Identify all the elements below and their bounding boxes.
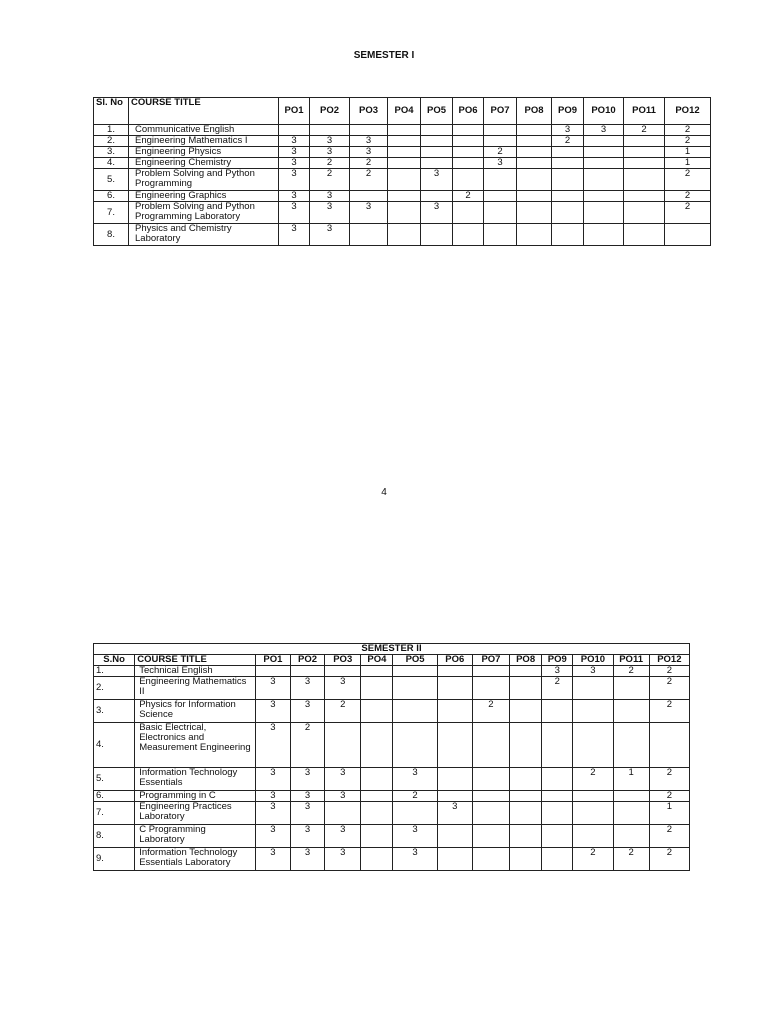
table-row (94, 224, 711, 246)
po-value-cell (437, 677, 472, 700)
po-header: PO7 (484, 98, 517, 125)
po-value-cell: 3 (573, 666, 613, 677)
po-value-cell (584, 224, 624, 246)
table-row (94, 191, 711, 202)
po-value-cell (624, 202, 665, 224)
po-value-cell (325, 666, 361, 677)
po-value-cell (552, 224, 584, 246)
po-value-cell (472, 768, 509, 791)
po-value-cell: 2 (310, 169, 350, 191)
po-value-cell: 3 (393, 825, 437, 848)
table-row (94, 791, 690, 802)
row-number: 5. (94, 169, 129, 191)
course-title-cell: Problem Solving and Python Programming Laboratory (129, 202, 279, 224)
po-value-cell (624, 191, 665, 202)
po-value-cell: 3 (279, 136, 310, 147)
table-row (94, 158, 711, 169)
row-number: 7. (94, 802, 135, 825)
po-value-cell (584, 158, 624, 169)
po-value-cell (552, 202, 584, 224)
po-value-cell: 3 (255, 802, 290, 825)
po-value-cell (649, 723, 689, 768)
po-value-cell: 2 (649, 768, 689, 791)
po-value-cell (510, 723, 542, 768)
po-value-cell (453, 202, 484, 224)
course-title-cell: Basic Electrical, Electronics and Measurement Engineering (135, 723, 256, 768)
po-header: PO5 (421, 98, 453, 125)
po-value-cell (624, 158, 665, 169)
po-value-cell: 1 (665, 158, 711, 169)
po-header: PO6 (453, 98, 484, 125)
po-value-cell (510, 802, 542, 825)
row-number: 2. (94, 677, 135, 700)
po-value-cell (484, 224, 517, 246)
po-value-cell: 2 (472, 700, 509, 723)
po-value-cell (388, 147, 421, 158)
po-value-cell (484, 136, 517, 147)
course-title-cell: Physics and Chemistry Laboratory (129, 224, 279, 246)
po-value-cell (350, 224, 388, 246)
po-value-cell (552, 158, 584, 169)
po-value-cell (584, 169, 624, 191)
row-number: 3. (94, 700, 135, 723)
po-value-cell (510, 825, 542, 848)
po-value-cell (573, 802, 613, 825)
po-value-cell (510, 848, 542, 871)
po-value-cell: 2 (665, 136, 711, 147)
po-value-cell (453, 136, 484, 147)
po-value-cell (437, 700, 472, 723)
po-value-cell: 1 (649, 802, 689, 825)
table-row (94, 125, 711, 136)
po-value-cell: 3 (310, 224, 350, 246)
po-value-cell (350, 125, 388, 136)
po-value-cell (437, 791, 472, 802)
po-header: PO1 (279, 98, 310, 125)
row-number: 8. (94, 224, 129, 246)
po-value-cell: 2 (310, 158, 350, 169)
po-value-cell (325, 723, 361, 768)
po-value-cell (453, 147, 484, 158)
po-value-cell (310, 125, 350, 136)
po-value-cell (453, 158, 484, 169)
po-value-cell: 3 (279, 147, 310, 158)
row-number: 8. (94, 825, 135, 848)
po-value-cell (542, 848, 573, 871)
po-value-cell (325, 802, 361, 825)
sl-no-header: Sl. No (94, 98, 129, 125)
po-value-cell: 3 (325, 848, 361, 871)
po-value-cell (624, 224, 665, 246)
row-number: 6. (94, 791, 135, 802)
row-number: 9. (94, 848, 135, 871)
po-value-cell (361, 802, 393, 825)
po-value-cell (510, 791, 542, 802)
table-row (94, 147, 711, 158)
po-value-cell (393, 700, 437, 723)
po-value-cell: 2 (665, 125, 711, 136)
po-value-cell: 2 (649, 791, 689, 802)
po-value-cell: 3 (584, 125, 624, 136)
po-value-cell: 3 (290, 791, 324, 802)
po-value-cell: 3 (421, 202, 453, 224)
semester-2-rows (94, 666, 690, 871)
po-value-cell (421, 147, 453, 158)
po-value-cell: 2 (573, 768, 613, 791)
course-title-cell: Engineering Mathematics I (129, 136, 279, 147)
semester-2-table (93, 643, 690, 871)
po-value-cell (421, 125, 453, 136)
po-value-cell (542, 768, 573, 791)
po-value-cell (437, 723, 472, 768)
po-value-cell (472, 802, 509, 825)
row-number: 1. (94, 666, 135, 677)
po-value-cell: 3 (279, 169, 310, 191)
po-value-cell (472, 677, 509, 700)
po-value-cell (542, 700, 573, 723)
po-value-cell (472, 723, 509, 768)
po-value-cell (290, 666, 324, 677)
course-title-cell: Engineering Mathematics II (135, 677, 256, 700)
po-value-cell (613, 723, 649, 768)
semester-1-table (93, 97, 711, 246)
course-title-header: COURSE TITLE (129, 98, 279, 125)
po-header: PO4 (361, 655, 393, 666)
po-value-cell: 2 (665, 191, 711, 202)
po-value-cell: 2 (393, 791, 437, 802)
po-value-cell (421, 224, 453, 246)
table-row (94, 848, 690, 871)
course-title-cell: Engineering Physics (129, 147, 279, 158)
po-value-cell (613, 825, 649, 848)
po-value-cell (361, 768, 393, 791)
page-number: 4 (381, 487, 387, 498)
po-value-cell (484, 202, 517, 224)
po-value-cell (361, 723, 393, 768)
po-value-cell (542, 825, 573, 848)
po-value-cell (584, 136, 624, 147)
course-title-cell: Information Technology Essentials (135, 768, 256, 791)
po-value-cell (453, 169, 484, 191)
po-value-cell (573, 677, 613, 700)
po-value-cell: 3 (290, 825, 324, 848)
table-row (94, 136, 711, 147)
po-header: PO10 (584, 98, 624, 125)
po-value-cell: 2 (665, 169, 711, 191)
po-header: PO3 (325, 655, 361, 666)
po-value-cell (542, 723, 573, 768)
po-value-cell (517, 158, 552, 169)
po-value-cell (613, 677, 649, 700)
po-value-cell (453, 224, 484, 246)
po-value-cell (613, 700, 649, 723)
po-value-cell: 3 (310, 202, 350, 224)
po-header: PO12 (665, 98, 711, 125)
course-title-cell: Engineering Graphics (129, 191, 279, 202)
po-value-cell (517, 191, 552, 202)
po-value-cell: 3 (255, 825, 290, 848)
po-value-cell (517, 169, 552, 191)
po-value-cell: 3 (325, 825, 361, 848)
semester-2-heading-row (94, 644, 690, 655)
po-value-cell (510, 700, 542, 723)
po-value-cell (510, 677, 542, 700)
table-row (94, 700, 690, 723)
table-header-row (94, 98, 711, 125)
table-row (94, 723, 690, 768)
po-value-cell: 3 (421, 169, 453, 191)
po-header: PO10 (573, 655, 613, 666)
table-row (94, 802, 690, 825)
po-header: PO12 (649, 655, 689, 666)
po-value-cell (665, 224, 711, 246)
row-number: 7. (94, 202, 129, 224)
po-value-cell: 3 (255, 677, 290, 700)
po-value-cell: 3 (393, 768, 437, 791)
po-value-cell (388, 125, 421, 136)
po-value-cell (573, 700, 613, 723)
po-value-cell: 2 (350, 158, 388, 169)
po-value-cell (542, 791, 573, 802)
po-value-cell: 3 (255, 768, 290, 791)
po-value-cell: 2 (573, 848, 613, 871)
po-value-cell: 2 (649, 677, 689, 700)
po-value-cell: 3 (279, 202, 310, 224)
po-value-cell (517, 136, 552, 147)
table-row (94, 768, 690, 791)
po-value-cell: 2 (290, 723, 324, 768)
po-value-cell: 2 (649, 700, 689, 723)
po-value-cell (361, 825, 393, 848)
po-value-cell: 3 (290, 848, 324, 871)
po-header: PO2 (290, 655, 324, 666)
row-number: 5. (94, 768, 135, 791)
course-title-cell: Engineering Practices Laboratory (135, 802, 256, 825)
po-value-cell (350, 191, 388, 202)
po-value-cell: 2 (542, 677, 573, 700)
po-header: PO2 (310, 98, 350, 125)
po-value-cell (388, 202, 421, 224)
po-value-cell (624, 169, 665, 191)
po-value-cell (393, 666, 437, 677)
po-value-cell (388, 191, 421, 202)
course-title-cell: Information Technology Essentials Laboratory (135, 848, 256, 871)
po-value-cell (255, 666, 290, 677)
po-value-cell: 3 (255, 848, 290, 871)
po-value-cell (437, 666, 472, 677)
table-row (94, 825, 690, 848)
po-value-cell (361, 666, 393, 677)
po-value-cell (552, 169, 584, 191)
po-value-cell (573, 791, 613, 802)
po-value-cell: 1 (665, 147, 711, 158)
table-row (94, 666, 690, 677)
po-value-cell (517, 147, 552, 158)
po-header: PO8 (510, 655, 542, 666)
po-header: PO9 (552, 98, 584, 125)
po-value-cell (573, 825, 613, 848)
table-row (94, 169, 711, 191)
po-value-cell (584, 202, 624, 224)
po-value-cell (437, 768, 472, 791)
po-header: PO4 (388, 98, 421, 125)
course-title-cell: Programming in C (135, 791, 256, 802)
po-value-cell: 2 (649, 825, 689, 848)
po-value-cell: 2 (453, 191, 484, 202)
po-value-cell (552, 147, 584, 158)
po-header: PO5 (393, 655, 437, 666)
po-value-cell: 2 (624, 125, 665, 136)
po-value-cell (484, 169, 517, 191)
po-value-cell (472, 666, 509, 677)
semester-1-rows (94, 125, 711, 246)
po-header: PO6 (437, 655, 472, 666)
course-title-cell: Problem Solving and Python Programming (129, 169, 279, 191)
po-value-cell (388, 158, 421, 169)
po-value-cell (437, 825, 472, 848)
po-value-cell: 2 (552, 136, 584, 147)
po-value-cell: 3 (393, 848, 437, 871)
po-value-cell (421, 158, 453, 169)
po-value-cell: 3 (325, 677, 361, 700)
po-value-cell: 3 (290, 768, 324, 791)
po-value-cell (472, 825, 509, 848)
po-value-cell: 2 (484, 147, 517, 158)
po-value-cell (542, 802, 573, 825)
semester-2-heading: SEMESTER II (94, 644, 690, 655)
po-header: PO1 (255, 655, 290, 666)
row-number: 4. (94, 158, 129, 169)
po-value-cell (361, 700, 393, 723)
po-value-cell: 2 (665, 202, 711, 224)
po-value-cell: 2 (325, 700, 361, 723)
po-header: PO8 (517, 98, 552, 125)
po-value-cell: 3 (350, 136, 388, 147)
po-value-cell: 3 (290, 700, 324, 723)
po-value-cell (510, 768, 542, 791)
po-value-cell: 3 (542, 666, 573, 677)
po-value-cell: 3 (325, 768, 361, 791)
course-title-cell: Communicative English (129, 125, 279, 136)
po-value-cell (421, 136, 453, 147)
table-header-row (94, 655, 690, 666)
po-value-cell: 3 (290, 677, 324, 700)
course-title-cell: Technical English (135, 666, 256, 677)
po-value-cell (552, 191, 584, 202)
row-number: 2. (94, 136, 129, 147)
po-value-cell (361, 791, 393, 802)
po-value-cell (517, 125, 552, 136)
po-value-cell: 2 (649, 848, 689, 871)
po-value-cell (517, 202, 552, 224)
po-value-cell (421, 191, 453, 202)
po-value-cell: 3 (255, 791, 290, 802)
po-value-cell: 3 (255, 723, 290, 768)
row-number: 6. (94, 191, 129, 202)
po-value-cell: 1 (613, 768, 649, 791)
row-number: 3. (94, 147, 129, 158)
po-header: PO9 (542, 655, 573, 666)
po-value-cell (361, 677, 393, 700)
po-value-cell (279, 125, 310, 136)
po-header: PO7 (472, 655, 509, 666)
po-value-cell (361, 848, 393, 871)
po-value-cell (393, 677, 437, 700)
po-header: PO11 (624, 98, 665, 125)
po-value-cell (624, 147, 665, 158)
po-value-cell (484, 125, 517, 136)
po-value-cell: 3 (290, 802, 324, 825)
course-title-cell: Physics for Information Science (135, 700, 256, 723)
po-value-cell (584, 147, 624, 158)
po-value-cell: 3 (310, 191, 350, 202)
po-value-cell (613, 791, 649, 802)
po-value-cell: 2 (613, 848, 649, 871)
po-value-cell (453, 125, 484, 136)
po-value-cell: 2 (613, 666, 649, 677)
course-title-cell: C Programming Laboratory (135, 825, 256, 848)
po-value-cell (437, 848, 472, 871)
po-value-cell: 3 (350, 147, 388, 158)
po-value-cell (393, 802, 437, 825)
po-value-cell (388, 224, 421, 246)
table-row (94, 202, 711, 224)
po-value-cell: 3 (484, 158, 517, 169)
po-value-cell: 3 (279, 224, 310, 246)
po-value-cell (613, 802, 649, 825)
po-header: PO11 (613, 655, 649, 666)
row-number: 4. (94, 723, 135, 768)
po-value-cell: 3 (325, 791, 361, 802)
po-value-cell (573, 723, 613, 768)
course-title-cell: Engineering Chemistry (129, 158, 279, 169)
po-value-cell (517, 224, 552, 246)
po-header: PO3 (350, 98, 388, 125)
table-row (94, 677, 690, 700)
po-value-cell: 3 (552, 125, 584, 136)
po-value-cell: 3 (279, 158, 310, 169)
sno-header: S.No (94, 655, 135, 666)
po-value-cell: 2 (350, 169, 388, 191)
po-value-cell: 3 (255, 700, 290, 723)
po-value-cell (388, 169, 421, 191)
po-value-cell: 3 (279, 191, 310, 202)
po-value-cell (584, 191, 624, 202)
po-value-cell: 3 (310, 136, 350, 147)
po-value-cell (393, 723, 437, 768)
po-value-cell: 2 (649, 666, 689, 677)
po-value-cell (472, 791, 509, 802)
po-value-cell (388, 136, 421, 147)
semester-1-heading: SEMESTER I (353, 50, 415, 61)
row-number: 1. (94, 125, 129, 136)
po-value-cell (624, 136, 665, 147)
po-value-cell (472, 848, 509, 871)
po-value-cell (484, 191, 517, 202)
po-value-cell (510, 666, 542, 677)
po-value-cell: 3 (350, 202, 388, 224)
po-value-cell: 3 (437, 802, 472, 825)
po-value-cell: 3 (310, 147, 350, 158)
course-title-header: COURSE TITLE (135, 655, 256, 666)
